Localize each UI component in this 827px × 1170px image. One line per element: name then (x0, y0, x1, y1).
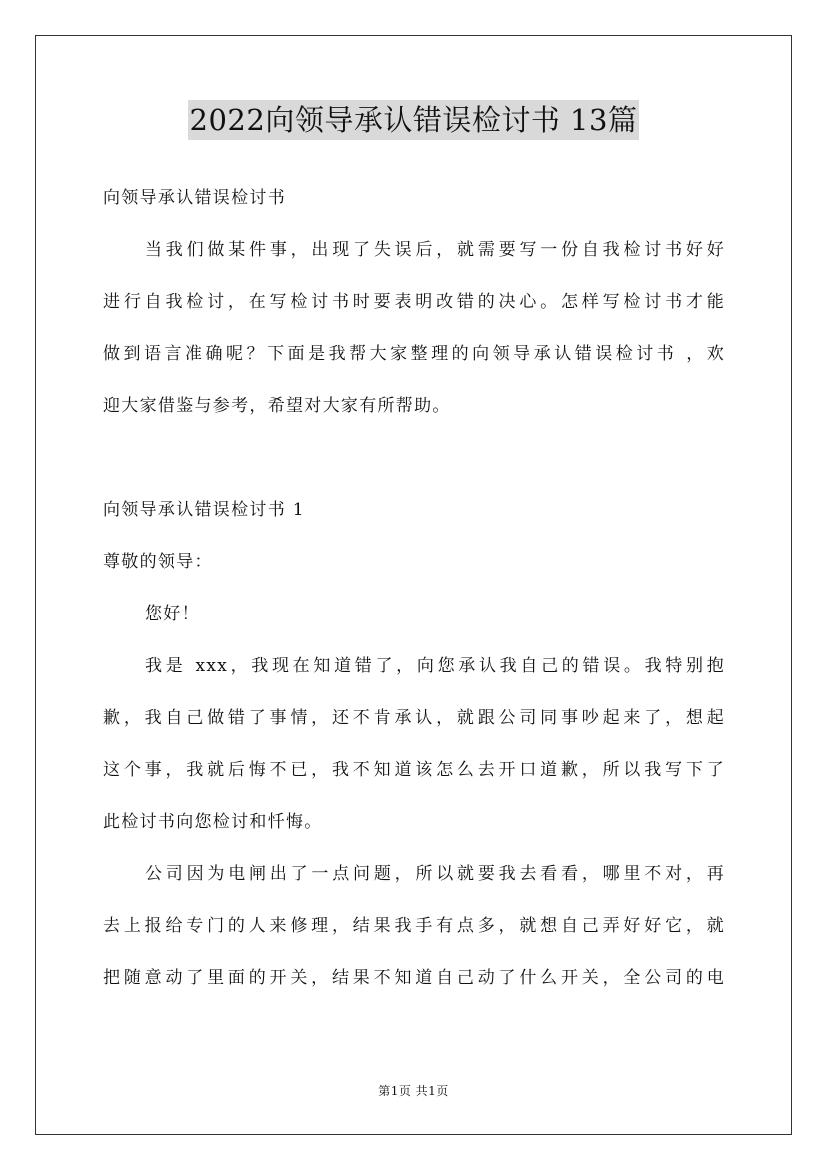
para1-line-2: 歉，我自己做错了事情，还不肯承认，就跟公司同事吵起来了，想起 (103, 708, 725, 728)
salutation: 尊敬的领导： (103, 552, 213, 572)
blank-line (103, 432, 725, 484)
document-title: 2022向领导承认错误检讨书 13篇 (188, 100, 640, 140)
intro-line-3: 做到语言准确呢？下面是我帮大家整理的向领导承认错误检讨书 ，欢 (103, 344, 725, 364)
para1-line-1: 我是 xxx，我现在知道错了，向您承认我自己的错误。我特别抱 (145, 656, 725, 676)
para1-line-3: 这个事，我就后悔不已，我不知道该怎么去开口道歉，所以我写下了 (103, 760, 725, 780)
intro-line-2: 进行自我检讨，在写检讨书时要表明改错的决心。怎样写检讨书才能 (103, 292, 725, 312)
para1-line-4: 此检讨书向您检讨和忏悔。 (103, 812, 323, 832)
para2-line-3: 把随意动了里面的开关，结果不知道自己动了什么开关，全公司的电 (103, 968, 725, 988)
document-body (103, 172, 725, 1004)
intro-line-4: 迎大家借鉴与参考，希望对大家有所帮助。 (103, 396, 451, 416)
greeting: 您好！ (145, 604, 200, 624)
para2-line-2: 去上报给专门的人来修理，结果我手有点多，就想自己弄好好它，就 (103, 916, 725, 936)
page-footer: 第1页 共1页 (378, 1084, 449, 1098)
para2-line-1: 公司因为电闸出了一点问题，所以就要我去看看，哪里不对，再 (145, 864, 725, 884)
section-heading: 向领导承认错误检讨书 1 (103, 500, 305, 520)
title-container (0, 100, 827, 140)
intro-heading: 向领导承认错误检讨书 (103, 188, 286, 208)
intro-line-1: 当我们做某件事，出现了失误后，就需要写一份自我检讨书好好 (145, 240, 725, 260)
